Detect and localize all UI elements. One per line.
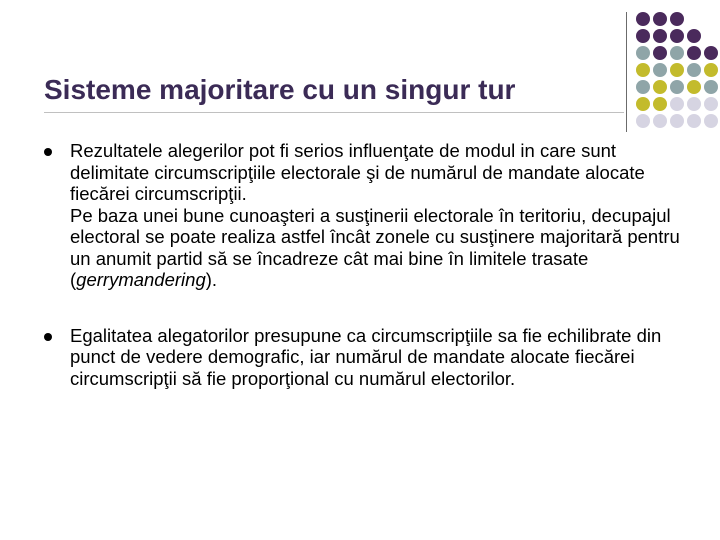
decorative-dot	[636, 46, 650, 60]
decorative-dot	[704, 97, 718, 111]
decorative-dot	[636, 63, 650, 77]
decorative-dot	[653, 97, 667, 111]
decorative-dot	[653, 114, 667, 128]
slide-title: Sisteme majoritare cu un singur tur	[44, 74, 516, 105]
gerrymandering-term: gerrymandering	[76, 269, 206, 290]
decorative-dot	[670, 12, 684, 26]
bullet-item-districting	[44, 140, 684, 291]
decorative-dot	[653, 63, 667, 77]
decorative-dot	[670, 114, 684, 128]
vertical-rule	[626, 12, 627, 132]
decorative-dot	[670, 97, 684, 111]
bullet-marker-icon	[44, 148, 52, 156]
decorative-dot	[670, 63, 684, 77]
decorative-dot	[687, 63, 701, 77]
decorative-dot	[636, 29, 650, 43]
decorative-dot	[636, 114, 650, 128]
decorative-dot	[653, 80, 667, 94]
decorative-dot	[670, 29, 684, 43]
decorative-dot	[687, 97, 701, 111]
decorative-dot	[687, 29, 701, 43]
paragraph-text: ).	[205, 269, 218, 290]
decorative-dot	[687, 80, 701, 94]
decorative-dot	[653, 12, 667, 26]
bullet-paragraph: Rezultatele alegerilor pot fi serios influenţate de modul in care sunt delimitate circumscripţiile electorale şi de numărul de mandate alocate fiecărei circumscripţii.	[70, 140, 645, 204]
decorative-dot	[704, 114, 718, 128]
bullet-item-voter-equality	[44, 325, 684, 390]
decorative-dot	[704, 63, 718, 77]
bullet-paragraph: Egalitatea alegatorilor presupune ca circumscripţiile sa fie echilibrate din punct de vedere demografic, iar numărul de mandate alocate fiecărei circumscripţii să fie proporţional cu numărul electorilor.	[70, 324, 662, 389]
decorative-dot	[653, 46, 667, 60]
bullet-list	[44, 140, 684, 389]
bullet-paragraph	[70, 205, 684, 291]
decorative-dot	[704, 80, 718, 94]
decorative-dot	[670, 46, 684, 60]
paragraph-text: Pe baza unei bune cunoaşteri a susţinerii electorale în teritoriu, decupajul electoral se poate realiza astfel încât zonele cu susţinere majoritară pentru un anumit partid să se încadreze cât mai bine în limitele trasate (	[70, 204, 680, 290]
decorative-dot	[687, 114, 701, 128]
decorative-dot	[636, 97, 650, 111]
decorative-dot	[670, 80, 684, 94]
decorative-dot	[687, 46, 701, 60]
title-underline	[44, 112, 624, 113]
bullet-marker-icon	[44, 333, 52, 341]
decorative-dot	[653, 29, 667, 43]
decorative-dot	[636, 80, 650, 94]
decorative-dot	[636, 12, 650, 26]
decorative-dot	[704, 46, 718, 60]
decorative-dot-grid	[636, 12, 720, 132]
